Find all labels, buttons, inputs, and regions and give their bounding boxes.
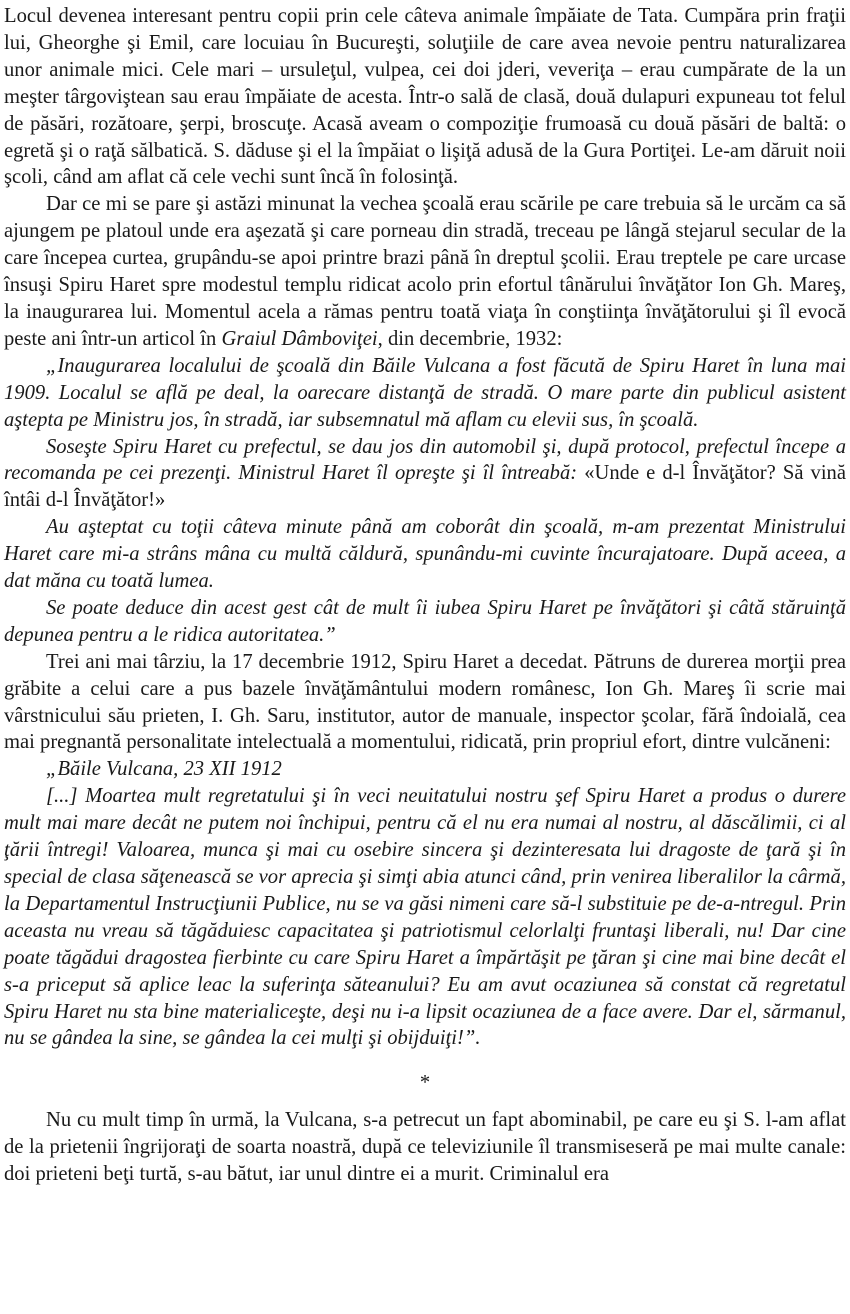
text-run: „Băile Vulcana, 23 XII 1912	[46, 758, 282, 781]
text-run: Locul devenea interesant pentru copii prin cele câteva animale împăiate de Tata. Cumpăra prin fraţii lui, Gheorghe şi Emil, care locuiau în Bucureşti, soluţiile de care avea nevoie pentru naturalizarea unor animale mici. Cele mari – ursuleţul, vulpea, cei doi jderi, veveriţa – erau cumpărate de la un meşter târgoviştean sau erau împăiate de acesta. Într-o sală de clasă, două dulapuri expuneau tot felul de păsări, rozătoare, şerpi, broscuţe. Acasă aveam o compoziţie frumoasă cu două păsări de baltă: o egretă şi o raţă sălbatică. S. dăduse şi el la împăiat o lişiţă adusă de la Gura Portiţei. Le-am dăruit noii şcoli, când am aflat că cele vechi sunt încă în folosinţă.	[4, 5, 846, 189]
publication-title: Graiul Dâmboviţei	[221, 327, 378, 350]
paragraph-old-school-stairs	[4, 191, 846, 352]
quoted-speech: «Unde e d-l Învăţător? Să vină întâi d-l Învăţător!»	[4, 462, 846, 512]
asterisk-separator: *	[419, 1072, 431, 1095]
quote-inauguration	[4, 353, 846, 434]
text-run: Soseşte Spiru Haret cu prefectul, se dau jos din automobil şi, după protocol, prefectul începe a recomanda pe cei prezenţi. Ministrul Haret îl opreşte şi îl întreabă:	[4, 435, 846, 485]
paragraph-museum-animals	[4, 3, 846, 191]
text-run: [...] Moartea mult regretatului şi în veci neuitatului nostru şef Spiru Haret a produs o durere mult mai mare decât ne putem noi închipui, pentru că el nu era numai al nostru, al dăscălimii, ci al ţării întregi! Valoarea, munca şi mai cu osebire sincera şi dezinteresata lui dragoste de ţară şi în special de clasa săţenească se vor aprecia şi simţi abia atunci când, prin venirea liberalilor la cârmă, la Departamentul Instrucţiunii Publice, nu se va găsi nimeni care să-l substituie pe de-a-ntregul. Prin aceasta nu vreau să tăgăduiesc capacitatea şi patriotismul celorlalţi fruntaşi liberali, nu! Dar cine poate tăgădui dragostea fierbinte cu care Spiru Haret a împărtăşit pe ţăran şi cine mai bine decât el s-a priceput să aplice leac la suferinţa săteanului? Eu am avut ocaziunea să constat că regretatul Spiru Haret nu sta bine materialiceşte, deşi nu i-a lipsit ocaziunea de a face avere. Dar el, sărmanul, nu se gândea la sine, se gândea la cei mulţi şi obijduiţi!”.	[4, 785, 846, 1050]
section-separator	[4, 1070, 846, 1097]
text-run: Nu cu mult timp în urmă, la Vulcana, s-a petrecut un fapt abominabil, pe care eu şi S. l-am aflat de la prietenii îngrijoraţi de soarta noastră, după ce televiziunile îl transmiseseră pe mai multe canale: doi prieteni beţi turtă, s-au bătut, iar unul dintre ei a murit. Criminalul era	[4, 1109, 846, 1186]
letter-body	[4, 783, 846, 1052]
text-run: Au aşteptat cu toţii câteva minute până am coborât din şcoală, m-am prezentat Ministrului Haret care mi-a strâns mâna cu multă căldură, spunându-mi cuvinte încurajatoare. După aceea, a dat măna cu toată lumea.	[4, 516, 846, 593]
letter-dateline	[4, 756, 846, 783]
quote-haret-arrives	[4, 434, 846, 515]
paragraph-haret-death	[4, 649, 846, 757]
text-run: Dar ce mi se pare şi astăzi minunat la vechea şcoală erau scările pe care trebuia să le urcăm ca să ajungem pe platoul unde era aşezată şi care porneau din stradă, treceau pe lângă stejarul secular de la care începea curtea, grupându-se apoi printre brazi până în dreptul şcolii. Erau treptele pe care urcase însuşi Spiru Haret spre modestul templu ridicat acolo prin efortul tânărului învăţător Ion Gh. Mareş, la inaugurarea lui. Momentul acela a rămas pentru toată viaţa în conştiinţa învăţătorului şi îl evocă peste ani într-un articol în	[4, 193, 846, 350]
quote-handshake	[4, 514, 846, 595]
quote-conclusion	[4, 595, 846, 649]
paragraph-vulcana-incident	[4, 1107, 846, 1188]
text-run: „Inaugurarea localului de şcoală din Băile Vulcana a fost făcută de Spiru Haret în luna mai 1909. Localul se află pe deal, la oarecare distanţă de stradă. O mare parte din publicul asistent aştepta pe Ministru jos, în stradă, iar subsemnatul mă aflam cu elevii sus, în şcoală.	[4, 354, 846, 431]
text-run: , din decembrie, 1932:	[377, 327, 563, 350]
text-run: Trei ani mai târziu, la 17 decembrie 1912, Spiru Haret a decedat. Pătruns de durerea morţii prea grăbite a celui care a pus bazele învăţământului modern românesc, Ion Gh. Mareş îi scrie mai vârstnicului său prieten, I. Gh. Saru, institutor, autor de manuale, inspector şcolar, fără îndoială, cea mai pregnantă personalitate intelectuală a momentului, ridicată, prin propriul efort, dintre vulcăneni:	[4, 650, 846, 754]
text-run: Se poate deduce din acest gest cât de mult îi iubea Spiru Haret pe învăţători şi câtă stăruinţă depunea pentru a le ridica autoritatea.”	[4, 596, 846, 646]
